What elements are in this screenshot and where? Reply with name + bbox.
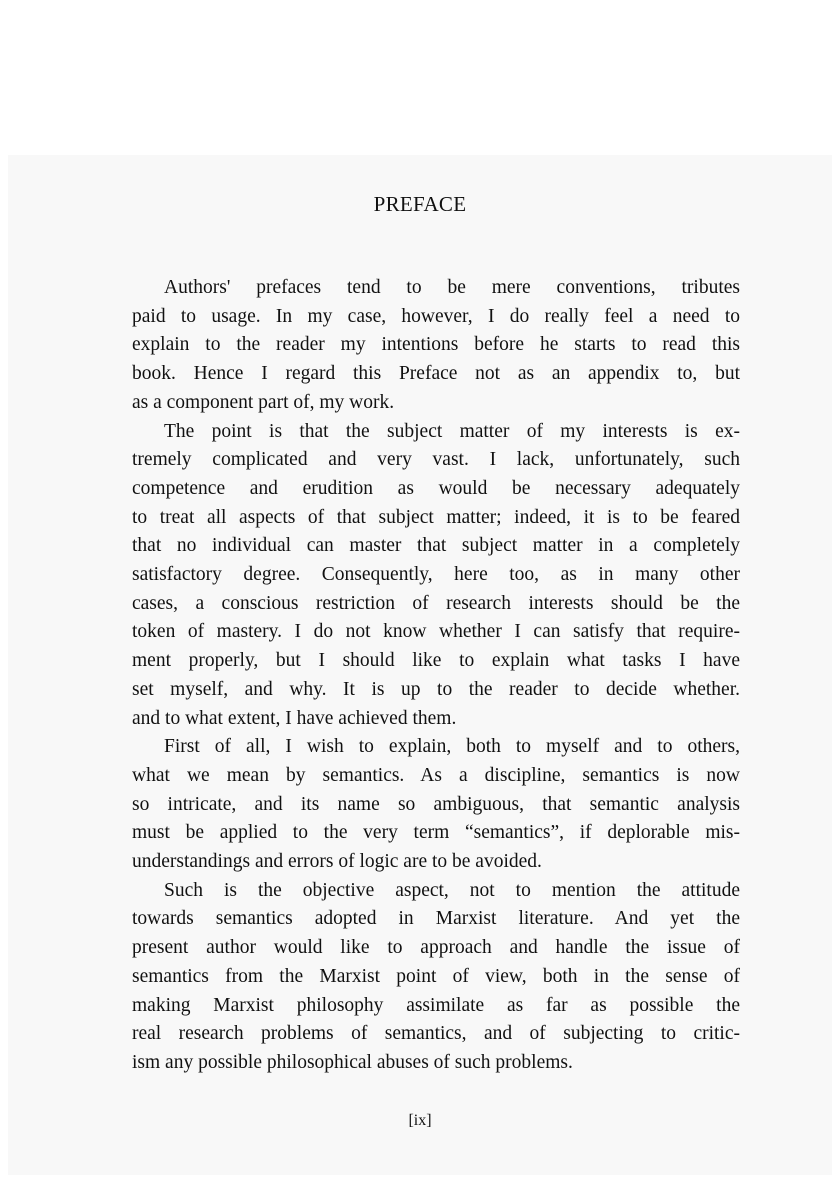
text-line: ism any possible philosophical abuses of such problems. (132, 1051, 573, 1073)
text-line: paid to usage. In my case, however, I do really feel a need to (132, 305, 740, 327)
paragraph (132, 418, 740, 734)
text-line: ment properly, but I should like to explain what tasks I have (132, 650, 740, 672)
page-number: [ix] (408, 1112, 432, 1129)
text-line: book. Hence I regard this Preface not as an appendix to, but (132, 363, 740, 385)
text-line: towards semantics adopted in Marxist literature. And yet the (132, 908, 740, 930)
text-line: to treat all aspects of that subject matter; indeed, it is to be feared (132, 506, 740, 528)
text-line: understandings and errors of logic are to be avoided. (132, 851, 542, 873)
text-line: tremely complicated and very vast. I lack, unfortunately, such (132, 449, 740, 471)
text-line: that no individual can master that subject matter in a completely (132, 535, 740, 557)
text-line: real research problems of semantics, and of subjecting to critic- (132, 1023, 740, 1045)
paragraph (132, 877, 740, 1078)
text-line: token of mastery. I do not know whether I can satisfy that require- (132, 621, 740, 643)
text-line: so intricate, and its name so ambiguous, that semantic analysis (132, 793, 740, 815)
text-line: set myself, and why. It is up to the reader to decide whether. (132, 678, 740, 700)
text-line: as a component part of, my work. (132, 391, 395, 413)
text-line: explain to the reader my intentions before he starts to read this (132, 334, 740, 356)
paragraph (132, 733, 740, 877)
text-line: satisfactory degree. Consequently, here too, as in many other (132, 564, 740, 586)
page-title: PREFACE (373, 192, 467, 216)
text-line: The point is that the subject matter of my interests is ex- (164, 420, 740, 442)
text-line: making Marxist philosophy assimilate as far as possible the (132, 994, 740, 1016)
text-line: Such is the objective aspect, not to mention the attitude (164, 879, 740, 901)
text-line: must be applied to the very term “semantics”, if deplorable mis- (132, 822, 740, 844)
text-line: what we mean by semantics. As a discipline, semantics is now (132, 764, 740, 786)
paragraph (132, 274, 740, 418)
text-line: present author would like to approach and handle the issue of (132, 937, 740, 959)
text-line: Authors' prefaces tend to be mere conventions, tributes (164, 277, 740, 298)
text-line: competence and erudition as would be necessary adequately (132, 477, 740, 499)
text-line: cases, a conscious restriction of research interests should be the (132, 592, 740, 614)
text-line: and to what extent, I have achieved them. (132, 707, 457, 729)
preface-body (132, 274, 740, 1078)
text-line: semantics from the Marxist point of view, both in the sense of (132, 965, 740, 987)
text-line: First of all, I wish to explain, both to myself and to others, (164, 736, 740, 758)
